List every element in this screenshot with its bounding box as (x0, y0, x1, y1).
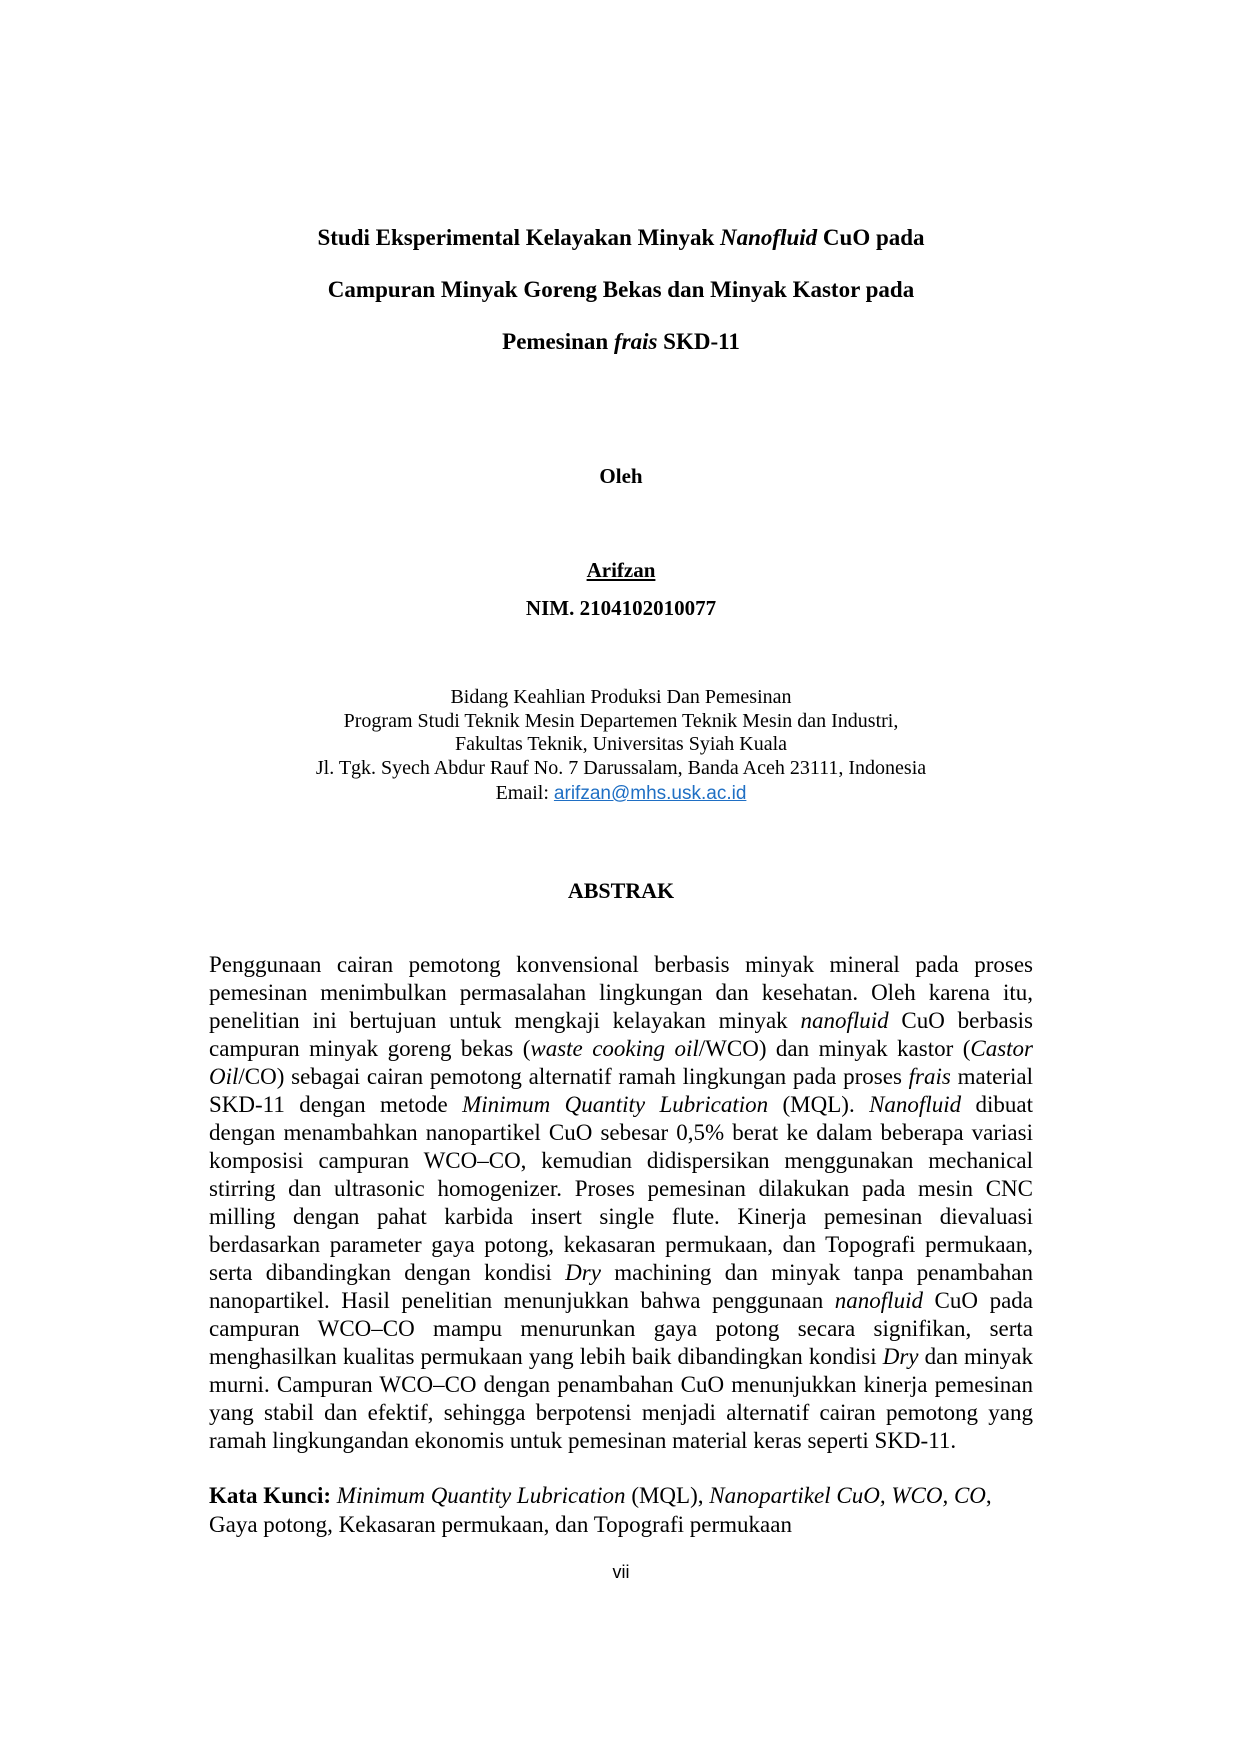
document-title (209, 212, 1033, 368)
page-content (209, 0, 1033, 1583)
affiliation-address: Jl. Tgk. Syech Abdur Rauf No. 7 Darussalam, Banda Aceh 23111, Indonesia (315, 757, 927, 780)
abstract-paragraph: Penggunaan cairan pemotong konvensional berbasis minyak mineral pada proses pemesinan menimbulkan permasalahan lingkungan dan kesehatan. Oleh karena itu, penelitian ini bertujuan untuk mengkaji kelayakan minyak nanofluid CuO berbasis campuran minyak goreng bekas (waste cooking oil/WCO) dan minyak kastor (Castor Oil/CO) sebagai cairan pemotong alternatif ramah lingkungan pada proses frais material SKD-11 dengan metode Minimum Quantity Lubrication (MQL). Nanofluid dibuat dengan menambahkan nanopartikel CuO sebesar 0,5% berat ke dalam beberapa variasi komposisi campuran WCO–CO, kemudian didispersikan menggunakan mechanical stirring dan ultrasonic homogenizer. Proses pemesinan dilakukan pada mesin CNC milling dengan pahat karbida insert single flute. Kinerja pemesinan dievaluasi berdasarkan parameter gaya potong, kekasaran permukaan, dan Topografi permukaan, serta dibandingkan dengan kondisi Dry machining dan minyak tanpa penambahan nanopartikel. Hasil penelitian menunjukkan bahwa penggunaan nanofluid CuO pada campuran WCO–CO mampu menurunkan gaya potong secara signifikan, serta menghasilkan kualitas permukaan yang lebih baik dibandingkan kondisi Dry dan minyak murni. Campuran WCO–CO dengan penambahan CuO menunjukkan kinerja pemesinan yang stabil dan efektif, sehingga berpotensi menjadi alternatif cairan pemotong yang ramah lingkungandan ekonomis untuk pemesinan material keras seperti SKD-11. (209, 951, 1034, 1453)
author-block (209, 558, 1033, 582)
author-name: Arifzan (586, 558, 656, 582)
affiliation-department: Bidang Keahlian Produksi Dan Pemesinan (450, 686, 792, 708)
affiliation-faculty: Fakultas Teknik, Universitas Syiah Kuala (454, 733, 788, 756)
keywords-line: Kata Kunci: Minimum Quantity Lubrication (MQL), Nanopartikel CuO, WCO, CO, Gaya potong, Kekasaran permukaan, dan Topografi permukaan (209, 1482, 992, 1537)
title-line-2: Campuran Minyak Goreng Bekas dan Minyak Kastor pada (327, 277, 915, 302)
title-line-3: Pemesinan frais SKD-11 (502, 329, 740, 354)
email-line (209, 781, 1033, 806)
title-line-1: Studi Eksperimental Kelayakan Minyak Nanofluid CuO pada (317, 225, 925, 250)
page-number: vii (612, 1561, 630, 1582)
email-link[interactable]: arifzan@mhs.usk.ac.id (553, 782, 747, 804)
affiliation-block (209, 686, 1033, 806)
abstract-heading: ABSTRAK (567, 877, 675, 903)
byline-label: Oleh (599, 464, 643, 488)
affiliation-program: Program Studi Teknik Mesin Departemen Teknik Mesin dan Industri, (343, 709, 899, 732)
email-label: Email: (495, 781, 554, 804)
student-id: NIM. 2104102010077 (525, 596, 717, 620)
